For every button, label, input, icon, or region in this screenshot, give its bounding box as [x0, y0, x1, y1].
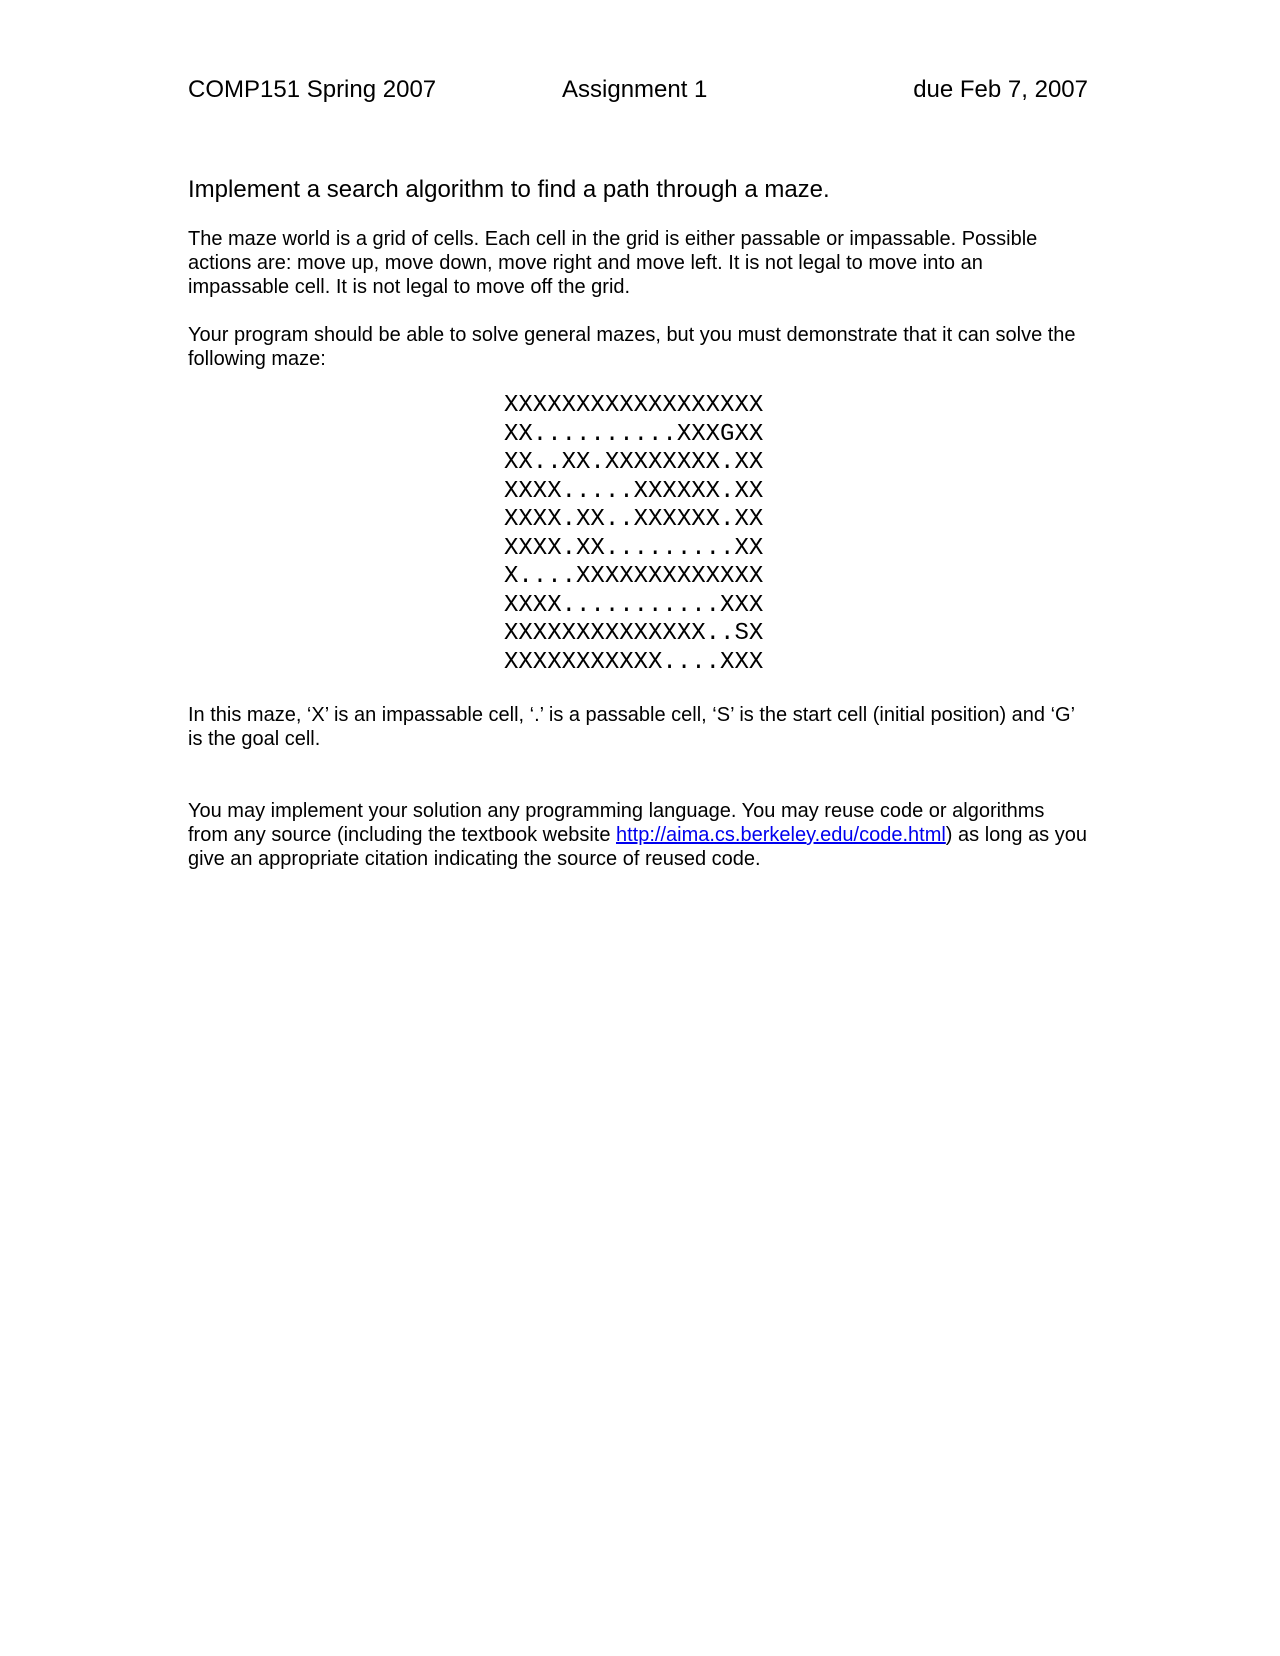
maze-row: XXXX.....XXXXXX.XX: [504, 477, 764, 505]
implementation-text-before: You may implement your solution any programming language. You may reuse code or algorithms from any source (including the textbook website: [188, 800, 1045, 846]
requirement-paragraph: Your program should be able to solve general mazes, but you must demonstrate that it can solve the following maze:: [188, 324, 1076, 370]
maze-row: XXXXXXXXXXXXXXXXXX: [504, 392, 764, 419]
maze-world-description: The maze world is a grid of cells. Each cell in the grid is either passable or impassable. Possible actions are: move up, move down, move right and move left. It is not legal to move into an impassable cell. It is not legal to move off the grid.: [188, 228, 1038, 298]
implementation-text-after: ) as long as you give an appropriate citation indicating the source of reused code.: [188, 824, 1087, 870]
implementation-paragraph: [188, 799, 1088, 871]
due-date: due Feb 7, 2007: [913, 76, 1088, 103]
assignment-title: Assignment 1: [562, 76, 708, 103]
maze-row: XXXX.XX..XXXXXX.XX: [504, 506, 764, 533]
maze-row: XXXXXXXXXXX....XXX: [504, 648, 764, 676]
maze-grid: [504, 392, 763, 677]
maze-row: XXXXXXXXXXXXXX..SX: [504, 620, 764, 647]
maze-legend-paragraph: In this maze, ‘X’ is an impassable cell, ‘.’ is a passable cell, ‘S’ is the start cell (initial position) and ‘G’ is the goal cell.: [188, 704, 1075, 750]
maze-row: XX..........XXXGXX: [504, 420, 764, 448]
task-statement: Implement a search algorithm to find a path through a maze.: [188, 176, 830, 203]
page-header: [188, 74, 1088, 106]
maze-row: XXXX.XX.........XX: [504, 534, 764, 562]
course-title: COMP151 Spring 2007: [188, 76, 437, 103]
maze-row: XX..XX.XXXXXXXX.XX: [504, 449, 764, 476]
aima-code-link[interactable]: http://aima.cs.berkeley.edu/code.html: [616, 824, 946, 846]
maze-row: XXXX...........XXX: [504, 591, 764, 619]
maze-row: X....XXXXXXXXXXXXX: [504, 563, 764, 590]
